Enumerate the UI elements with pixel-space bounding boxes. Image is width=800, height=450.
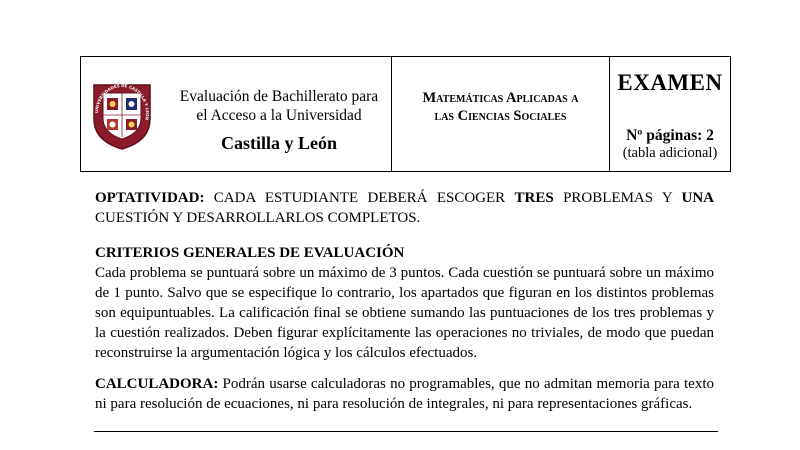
page-count-note: (tabla adicional) — [622, 145, 718, 161]
optatividad-text-2: PROBLEMAS Y — [553, 190, 682, 206]
evaluation-title-line2: el Acceso a la Universidad — [196, 107, 362, 124]
exam-title: EXAMEN — [617, 70, 723, 95]
criterios-heading: CRITERIOS GENERALES DE EVALUACIÓN — [95, 245, 405, 261]
subject-cell — [392, 57, 610, 171]
seal-ring-text: UNIVERSIDADES DE CASTILLA Y LEÓN — [93, 82, 151, 121]
calculadora-paragraph — [95, 374, 714, 414]
region-name: Castilla y León — [220, 133, 337, 153]
bottom-divider — [94, 431, 718, 432]
calculadora-label: CALCULADORA: — [95, 376, 219, 392]
criterios-section — [95, 243, 714, 363]
optatividad-una: UNA — [681, 190, 714, 206]
criterios-text: Cada problema se puntuará sobre un máximo de 3 puntos. Cada cuestión se puntuará sobre un máximo de 1 punto. Salvo que se especifique lo contrario, los apartados que figuran en los distintos problemas son equipuntuables. La calificación final se obtiene sumando las puntuaciones de los tres problemas y la cuestión realizados. Deben figurar explícitamente las operaciones no triviales, de modo que puedan reconstruirse la argumentación lógica y los cálculos efectuados. — [95, 265, 714, 361]
logo-cell — [81, 57, 167, 171]
page-count: Nº páginas: 2 — [626, 127, 714, 144]
university-seal-icon — [90, 79, 154, 151]
calculadora-text: Podrán usarse calculadoras no programables, que no admitan memoria para texto ni para resolución de ecuaciones, ni para resolución de integrales, ni para representaciones gráficas. — [95, 376, 714, 412]
subject-title-line2: las Ciencias Sociales — [434, 108, 567, 124]
exam-cell — [610, 57, 730, 171]
evaluation-title-line1: Evaluación de Bachillerato para — [179, 88, 379, 105]
optatividad-text-1: CADA ESTUDIANTE DEBERÁ ESCOGER — [204, 190, 515, 206]
optatividad-text-3: CUESTIÓN Y DESARROLLARLOS COMPLETOS. — [95, 210, 421, 226]
optatividad-tres: TRES — [514, 190, 554, 206]
evaluation-cell — [167, 57, 392, 171]
exam-header — [80, 56, 731, 172]
optatividad-paragraph — [95, 188, 714, 228]
subject-title-line1: Matemáticas Aplicadas a — [422, 90, 579, 106]
optatividad-label: OPTATIVIDAD: — [95, 190, 205, 206]
